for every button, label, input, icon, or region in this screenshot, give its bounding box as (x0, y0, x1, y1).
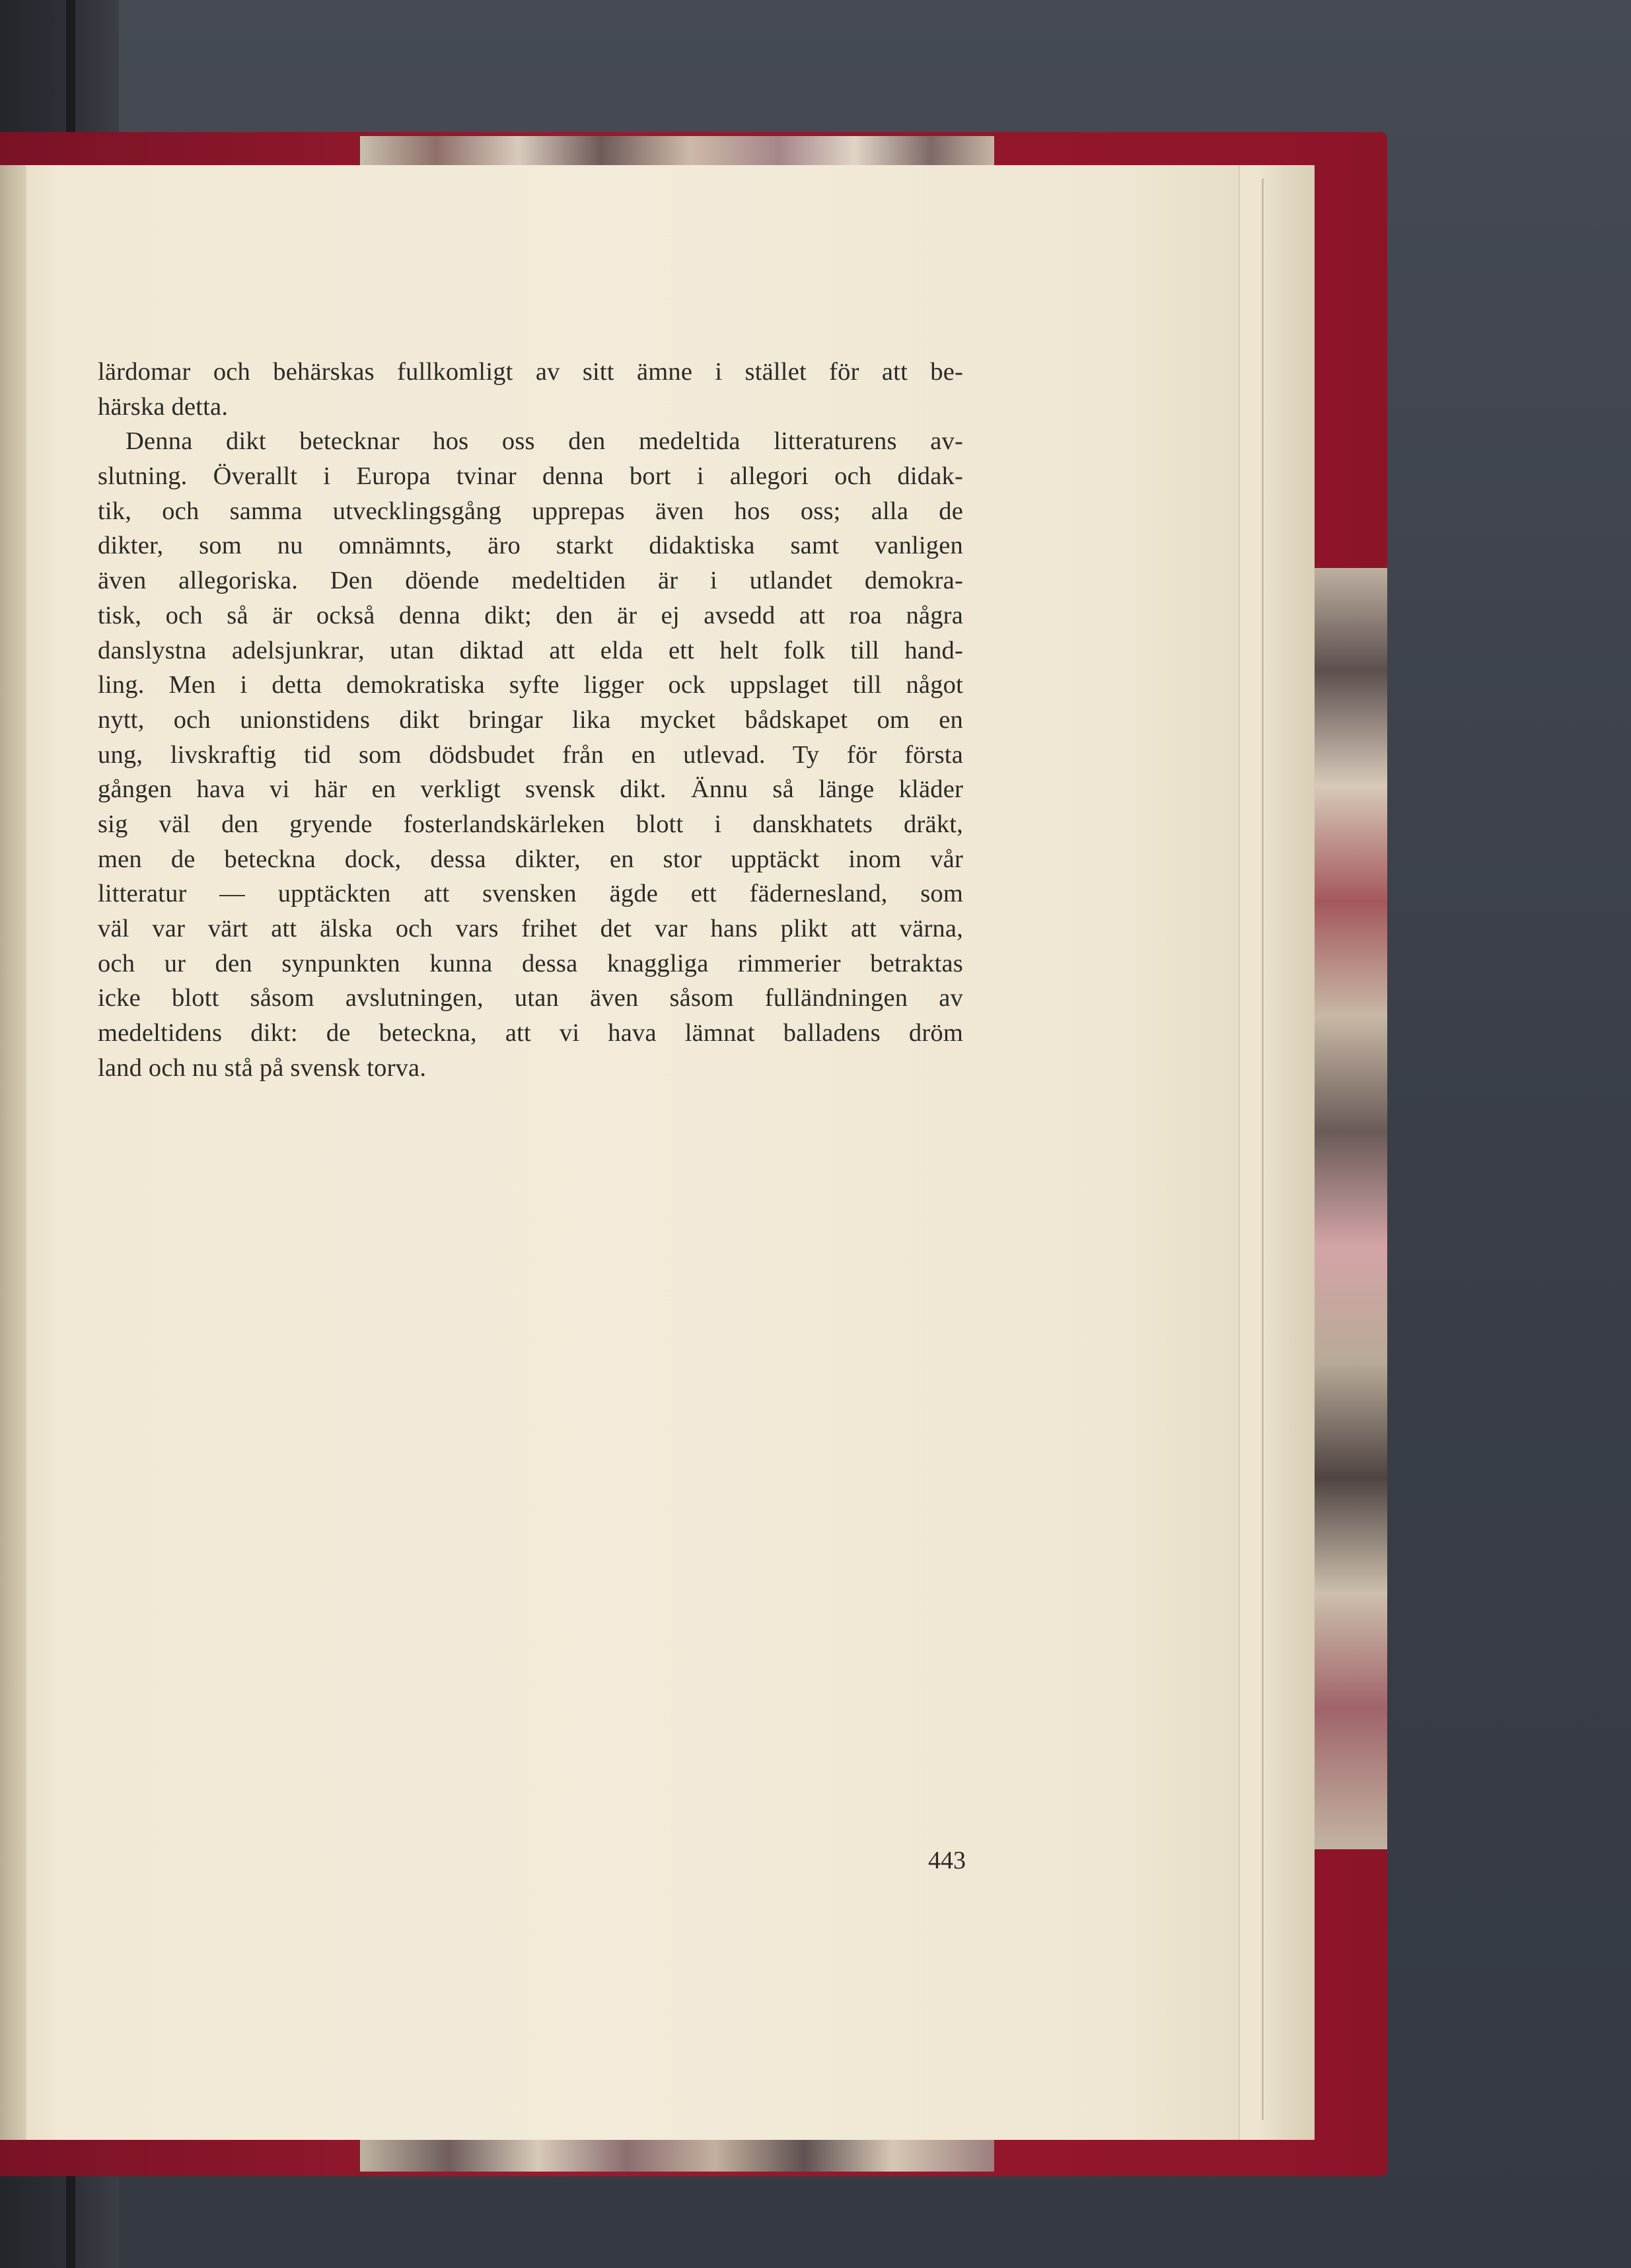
text-line: lärdomar och behärskas fullkomligt av sitt ämne i stället för att be- (98, 358, 963, 386)
text-line: sig väl den gryende fosterlandskärleken blott i danskhatets dräkt, (98, 810, 963, 838)
page-number: 443 (928, 1847, 966, 1874)
text-line: litteratur — upptäckten att svensken ägde ett fädernesland, som (98, 880, 963, 908)
marbled-corner-top (360, 136, 994, 165)
text-line: nytt, och unionstidens dikt bringar lika mycket bådskapet om en (98, 705, 963, 734)
text-line: väl var värt att älska och vars frihet det var hans plikt att värna, (98, 915, 963, 942)
text-line: land och nu stå på svensk torva. (98, 1053, 427, 1082)
text-line: Denna dikt betecknar hos oss den medeltida litteraturens av- (126, 427, 963, 456)
text-line: tik, och samma utvecklingsgång upprepas även hos oss; alla de (98, 497, 963, 525)
text-line: tisk, och så är också denna dikt; den är ej avsedd att roa några (98, 601, 963, 629)
text-line: gången hava vi här en verkligt svensk dikt. Ännu så länge kläder (98, 775, 963, 804)
text-line: slutning. Överallt i Europa tvinar denna bort i allegori och didak- (98, 462, 963, 491)
text-line: medeltidens dikt: de beteckna, att vi hava lämnat balladens dröm (98, 1019, 963, 1047)
text-line: icke blott såsom avslutningen, utan även såsom fulländningen av (98, 984, 963, 1012)
text-line: ung, livskraftig tid som dödsbudet från en utlevad. Ty för första (98, 740, 963, 769)
marbled-corner-bottom (360, 2139, 994, 2172)
body-text (98, 355, 963, 1085)
text-line: och ur den synpunkten kunna dessa knaggliga rimmerier betraktas (98, 949, 963, 977)
text-line: även allegoriska. Den döende medeltiden är i utlandet demokra- (98, 567, 963, 595)
text-line: ling. Men i detta demokratiska syfte ligger ock uppslaget till något (98, 671, 963, 699)
text-line: danslystna adelsjunkrar, utan diktad att elda ett helt folk till hand- (98, 636, 963, 664)
text-line: dikter, som nu omnämnts, äro starkt didaktiska samt vanligen (98, 532, 963, 560)
text-line: men de beteckna dock, dessa dikter, en stor upptäckt inom vår (98, 845, 963, 873)
marbled-edge-right (1315, 568, 1387, 1849)
page-gutter (0, 165, 26, 2140)
text-line: härska detta. (98, 392, 229, 421)
